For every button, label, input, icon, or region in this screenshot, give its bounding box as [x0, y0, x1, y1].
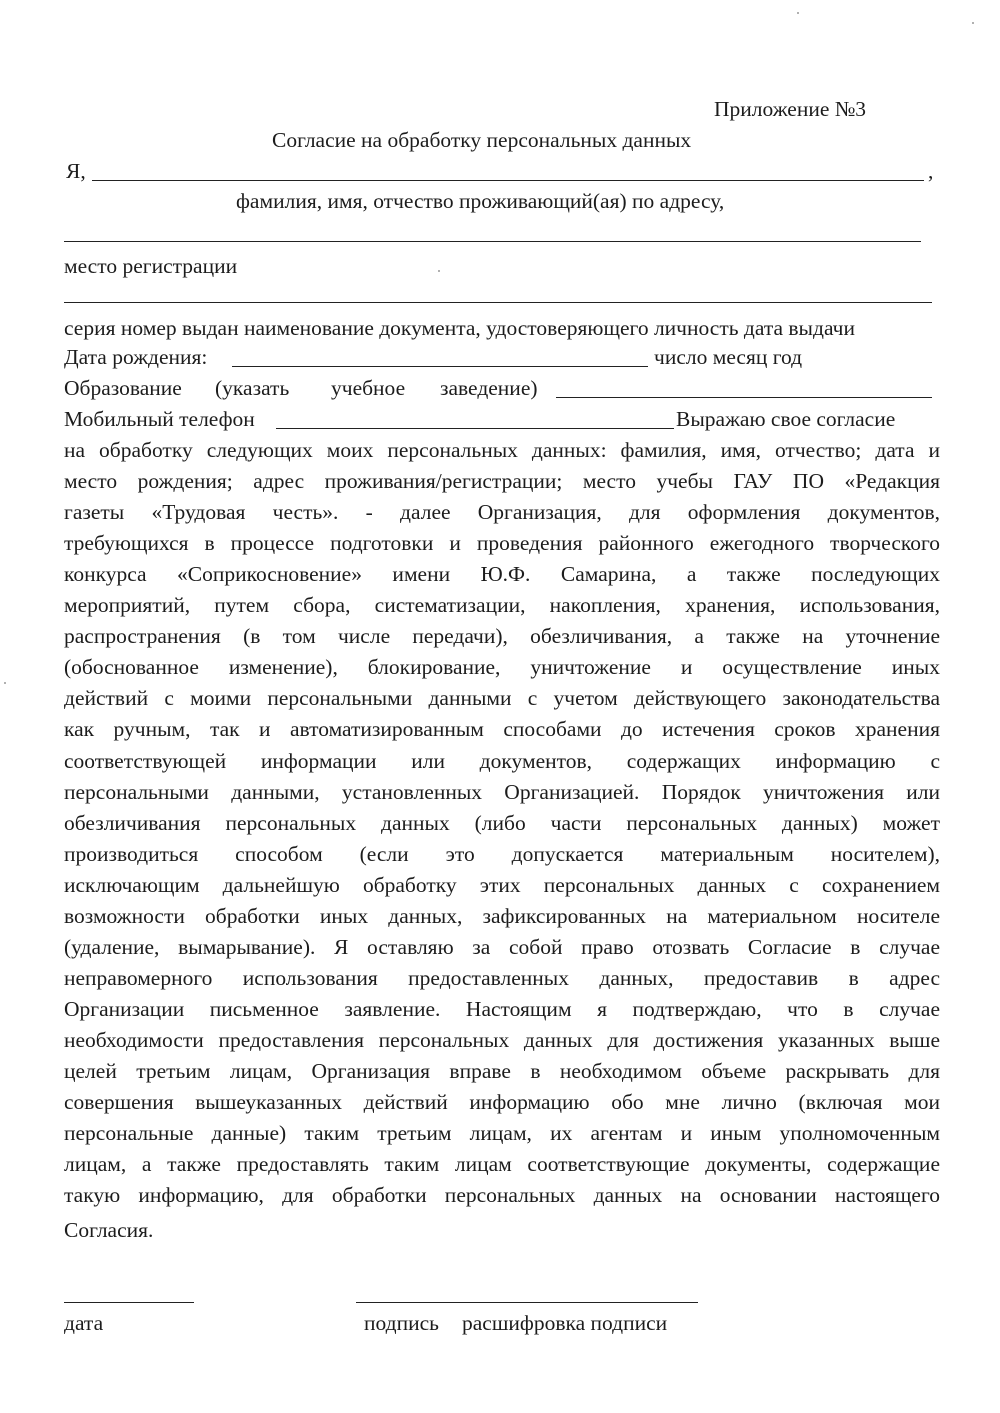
body-last-line: Согласия.: [64, 1218, 154, 1242]
consent-start: Выражаю свое согласие: [676, 407, 896, 431]
document-field-line[interactable]: [64, 302, 932, 303]
birth-field-line[interactable]: [232, 366, 648, 367]
signature-label: подпись: [364, 1311, 439, 1335]
signature-field-line[interactable]: [356, 1302, 698, 1303]
scan-speck: [4, 682, 6, 684]
body-line: соответствующей информации или документов, содержащих информацию с: [64, 748, 940, 773]
education-label-3: учебное: [331, 376, 406, 400]
scan-speck: [797, 12, 799, 14]
body-line: требующихся в процессе подготовки и проведения районного ежегодного творческого: [64, 531, 940, 556]
scan-speck: [438, 270, 440, 272]
date-field-line[interactable]: [64, 1302, 194, 1303]
body-line: на обработку следующих моих персональных данных: фамилия, имя, отчество; дата и: [64, 438, 940, 462]
education-label-2: (указать: [215, 376, 290, 400]
body-line: производиться способом (если это допускается материальным носителем),: [64, 841, 940, 866]
body-line: возможности обработки иных данных, зафиксированных на материальном носителе: [64, 903, 940, 928]
document-caption: серия номер выдан наименование документа, удостоверяющего личность дата выдачи: [64, 316, 855, 340]
body-line: неправомерного использования предоставленных данных, предоставив в адрес: [64, 965, 940, 990]
phone-label: Мобильный телефон: [64, 407, 255, 431]
document-title: Согласие на обработку персональных данных: [272, 128, 692, 152]
body-line: исключающим дальнейшую обработку этих персональных данных с сохранением: [64, 872, 940, 897]
appendix-number: Приложение №3: [714, 97, 867, 121]
education-field-line[interactable]: [556, 397, 932, 398]
body-line: место рождения; адрес проживания/регистрации; место учебы ГАУ ПО «Редакция: [64, 469, 940, 494]
body-line: (удаление, вымарывание). Я оставляю за собой право отозвать Согласие в случае: [64, 934, 940, 959]
body-line: мероприятий, путем сбора, систематизации, накопления, хранения, использования,: [64, 593, 940, 618]
body-line: (обоснованное изменение), блокирование, уничтожение и осуществление иных: [64, 655, 940, 680]
date-label: дата: [64, 1311, 104, 1335]
body-line: как ручным, так и автоматизированным способами до истечения сроков хранения: [64, 717, 940, 742]
body-line: Организации письменное заявление. Настоящим я подтверждаю, что в случае: [64, 996, 940, 1021]
birth-label: Дата рождения:: [64, 345, 208, 369]
i-prefix: Я,: [66, 159, 86, 183]
body-line: такую информацию, для обработки персональных данных на основании настоящего: [64, 1183, 940, 1208]
registration-caption: место регистрации: [64, 254, 238, 278]
body-line: лицам, а также предоставлять таким лицам соответствующие документы, содержащие: [64, 1152, 940, 1177]
scan-speck: [972, 22, 974, 24]
birth-caption: число месяц год: [654, 345, 803, 369]
education-label-4: заведение): [440, 376, 538, 400]
body-line: персональные данные) таким третьим лицам, их агентам и иным уполномоченным: [64, 1121, 940, 1146]
fio-field-line[interactable]: [92, 180, 924, 181]
fio-caption: фамилия, имя, отчество проживающий(ая) по адресу,: [236, 189, 725, 213]
body-line: конкурса «Соприкосновение» имени Ю.Ф. Самарина, а также последующих: [64, 562, 940, 587]
body-line: газеты «Трудовая честь». - далее Организация, для оформления документов,: [64, 500, 940, 525]
phone-field-line[interactable]: [276, 428, 674, 429]
decoding-label: расшифровка подписи: [462, 1311, 668, 1335]
body-line: необходимости предоставления персональных данных для достижения указанных выше: [64, 1027, 940, 1052]
body-line: обезличивания персональных данных (либо части персональных данных) может: [64, 810, 940, 835]
body-line: распространения (в том числе передачи), обезличивания, а также на уточнение: [64, 624, 940, 649]
education-label-1: Образование: [64, 376, 182, 400]
body-line: персональными данными, установленных Организацией. Порядок уничтожения или: [64, 779, 940, 804]
i-suffix: ,: [928, 159, 934, 183]
body-line: целей третьим лицам, Организация вправе в необходимом объеме раскрывать для: [64, 1059, 940, 1083]
body-line: совершения вышеуказанных действий информацию обо мне лично (включая мои: [64, 1090, 940, 1115]
body-line: действий с моими персональными данными с учетом действующего законодательства: [64, 686, 940, 711]
address-field-line[interactable]: [64, 241, 921, 242]
